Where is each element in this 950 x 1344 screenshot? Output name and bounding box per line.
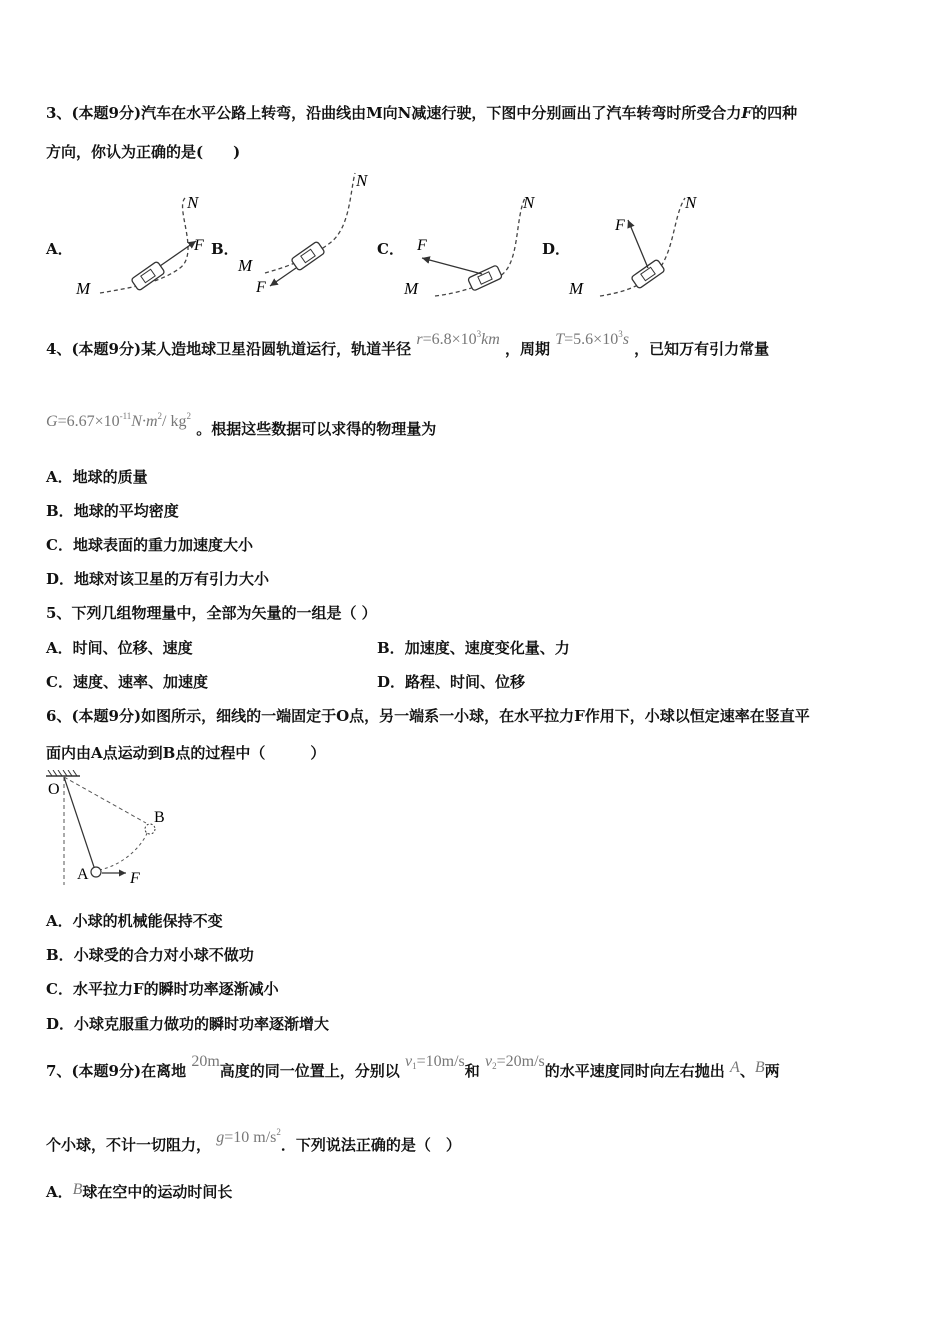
- q4-option-a: A．地球的质量: [46, 468, 148, 486]
- q4-line1: 4、(本题9分)某人造地球卫星沿圆轨道运行，轨道半径 $r=6.8\times 10^3km$ ，周期 $T=5.6\times 10^3s$ ，已知万有引力常量: [46, 329, 770, 358]
- q3-fig-a-n: N: [187, 193, 199, 212]
- q6-figure: [44, 770, 184, 892]
- q3-figures: [60, 168, 720, 308]
- q3-figure-d: [568, 193, 698, 298]
- q3-fig-d-m: M: [569, 279, 584, 298]
- q6-option-c: C．水平拉力F的瞬时功率逐渐减小: [46, 980, 279, 998]
- q7-line2: 个小球，不计一切阻力， g=10 $m/s^2$．下列说法正确的是（ ）: [46, 1127, 461, 1154]
- q3-fig-c-m: M: [404, 279, 419, 298]
- q3-option-b-label: B．: [211, 240, 239, 258]
- q4-line2: $G=6.67\times 10^{-11}N\cdot m^2/$ $kg^2$ 。根据这些数据可以求得的物理量为: [46, 411, 437, 438]
- q4-option-c: C．地球表面的重力加速度大小: [46, 536, 253, 554]
- q3-option-d-label: D．: [542, 240, 571, 258]
- q4-radius-formula: $r=6.8\times 10^3km$: [416, 329, 500, 348]
- q3-fig-d-f: F: [615, 217, 625, 234]
- q7-line1: 7、(本题9分)在离地 20m高度的同一位置上，分别以 $v_1=10m/s$和 $v_2=20m/s$的水平速度同时向左右抛出 A、B两: [46, 1053, 780, 1080]
- q6-fig-a: A: [77, 866, 89, 883]
- q6-line2: 面内由A点运动到B点的过程中（ ）: [46, 744, 326, 762]
- q5-option-c: C．速度、速率、加速度: [46, 673, 208, 691]
- q5-option-b: B．加速度、速度变化量、力: [377, 639, 570, 657]
- q6-option-b: B．小球受的合力对小球不做功: [46, 946, 254, 964]
- q3-line1: 3、(本题9分)汽车在水平公路上转弯，沿曲线由M向N减速行驶，下图中分别画出了汽车转弯时所受合力F的四种: [46, 104, 798, 122]
- q3-fig-a-f: F: [194, 237, 204, 254]
- q4-option-d: D．地球对该卫星的万有引力大小: [46, 570, 270, 588]
- q3-fig-c-f: F: [417, 237, 427, 254]
- q6-line1: 6、(本题9分)如图所示，细线的一端固定于O点，另一端系一小球，在水平拉力F作用下，小球以恒定速率在竖直平: [46, 707, 810, 725]
- q3-figure-b: [237, 171, 369, 296]
- q7-height: 20m: [191, 1053, 220, 1070]
- q4-g-formula: $G=6.67\times 10^{-11}N\cdot m^2/$ $kg^2$: [46, 411, 191, 430]
- q3-figure-c: [403, 193, 536, 298]
- q7-ball-b: B: [754, 1059, 765, 1076]
- q3-fig-b-n: N: [356, 171, 368, 190]
- q6-option-d: D．小球克服重力做功的瞬时功率逐渐增大: [46, 1015, 330, 1033]
- q7-v1-formula: $v_1=10m/s$: [405, 1053, 465, 1071]
- q3-fig-d-n: N: [685, 193, 697, 212]
- q7-ball-a: A: [730, 1059, 740, 1076]
- q4-period-formula: $T=5.6\times 10^3s$: [555, 329, 629, 348]
- q3-fig-c-n: N: [523, 193, 535, 212]
- q7-option-a: A．B球在空中的运动时间长: [46, 1181, 233, 1201]
- q7-v2-formula: $v_2=20m/s$: [485, 1053, 545, 1071]
- q5-option-a: A．时间、位移、速度: [46, 639, 193, 657]
- q3-option-c-label: C．: [377, 240, 404, 258]
- q6-fig-f: F: [130, 870, 140, 887]
- q6-fig-b: B: [154, 809, 165, 826]
- q6-fig-o: O: [48, 781, 60, 798]
- q3-fig-b-f: F: [256, 279, 266, 296]
- q3-option-a-label: A．: [46, 240, 73, 258]
- q3-fig-a-m: M: [76, 279, 91, 298]
- q5-option-d: D．路程、时间、位移: [377, 673, 526, 691]
- q5-stem: 5、下列几组物理量中，全部为矢量的一组是（ ）: [46, 604, 377, 622]
- q3-force-symbol: F: [741, 104, 753, 122]
- q6-option-a: A．小球的机械能保持不变: [46, 912, 223, 930]
- q3-line2: 方向，你认为正确的是( ): [46, 143, 241, 161]
- q7-g-formula: g=10 $m/s^2$: [216, 1127, 281, 1146]
- q3-fig-b-m: M: [238, 256, 253, 275]
- q4-option-b: B．地球的平均密度: [46, 502, 179, 520]
- q3-figure-a: [75, 193, 204, 298]
